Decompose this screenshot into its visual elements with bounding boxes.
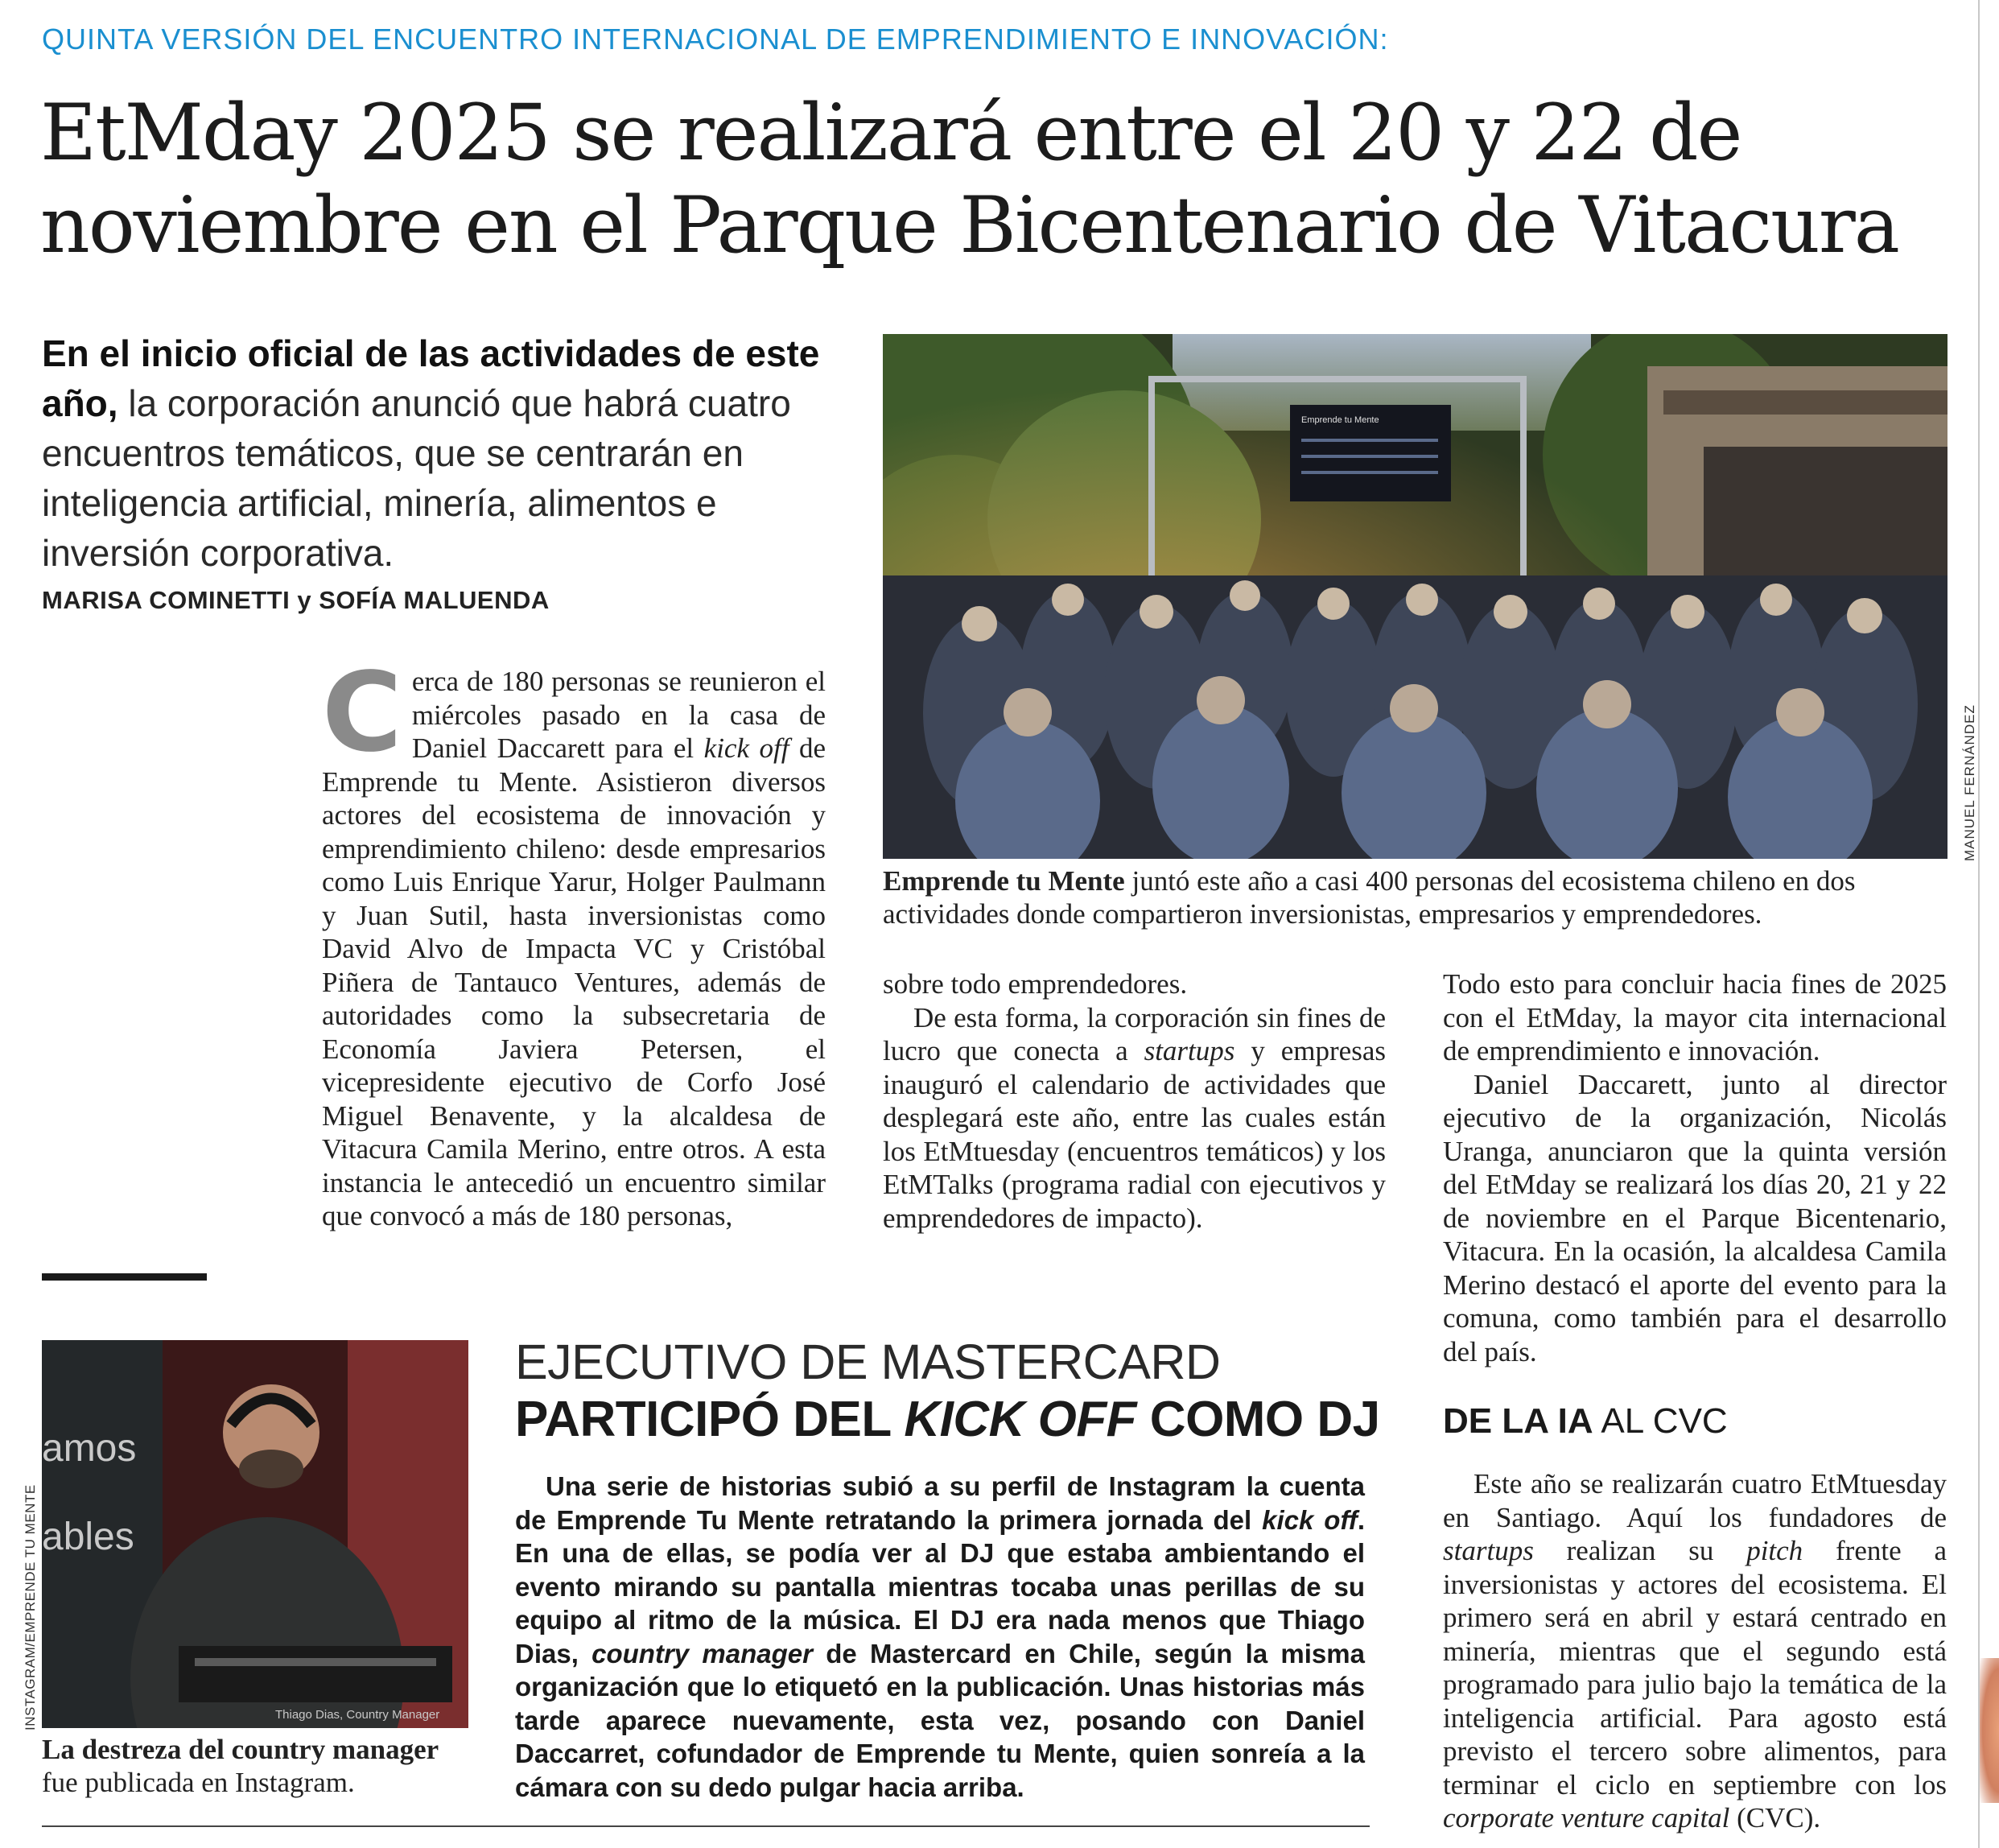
dropcap: C bbox=[322, 650, 402, 777]
photo-caption-main bbox=[883, 864, 1953, 930]
sidebar-heading-line-2: PARTICIPÓ DEL KICK OFF COMO DJ bbox=[515, 1392, 1380, 1447]
headline-line-2: noviembre en el Parque Bicentenario de Vitacura bbox=[40, 180, 1898, 270]
dj-photo bbox=[42, 1340, 468, 1728]
page-edge-line bbox=[1978, 0, 1980, 1848]
caption-main-bold: Emprende tu Mente bbox=[883, 865, 1125, 897]
dj-photo-illustration bbox=[42, 1340, 468, 1728]
body-col2-para-2: De esta forma, la corporación sin fines de lucro que conecta a startups y empresas inauguró el calendario de actividades que desplegará este año, entre las cuales están los EtMtuesday (encuentros temáticos) y los EtMTalks (programa radial con ejecutivos y emprendedores de impacto). bbox=[883, 1001, 1386, 1234]
headline-line-1: EtMday 2025 se realizará entre el 20 y 22 de bbox=[40, 88, 1741, 178]
lede-bold: En el inicio oficial de las actividades de este año, bbox=[42, 332, 820, 424]
event-photo-illustration bbox=[883, 334, 1947, 859]
headline bbox=[40, 87, 1972, 272]
body-column-3-section bbox=[1443, 1467, 1947, 1835]
byline: MARISA COMINETTI y SOFÍA MALUENDA bbox=[42, 586, 550, 614]
dj-screen-text-2: ables bbox=[42, 1516, 134, 1558]
body-col3-para-1: Todo esto para concluir hacia fines de 2025 con el EtMday, la mayor cita internacional de emprendimiento e innovación. bbox=[1443, 968, 1947, 1066]
sidebar-heading-line-1: EJECUTIVO DE MASTERCARD bbox=[515, 1334, 1221, 1389]
section-heading-rest: AL CVC bbox=[1593, 1401, 1728, 1441]
body-col1-text-b: de Emprende tu Mente. Asistieron diversos actores del ecosistema de innovación y emprendimiento chileno: desde empresarios como Luis Enrique Yarur, Holger Paulmann y Juan Sutil, hasta inversionistas como David Alvo de Impacta VC y Cristóbal Piñera de Tantauco Ventures, además de autoridades como la subsecretaria de Economía Javiera Petersen, el vicepresidente ejecutivo de Corfo José Miguel Benavente, y la alcaldesa de Vitacura Camila Merino, entre otros. A esta instancia le antecedió un encuentro similar que convocó a más de 180 personas, bbox=[322, 732, 826, 1231]
section-rule bbox=[42, 1273, 207, 1281]
body-col3-para-2: Daniel Daccarett, junto al director ejecutivo de la organización, Nicolás Uranga, anunciaron que la quinta versión del EtMday se realizará los días 20, 21 y 22 de noviembre en el Parque Bicentenario, Vitacura. En la ocasión, la alcaldesa Camila Merino destacó el aporte del evento para la comuna, como también para el desarrollo del país. bbox=[1443, 1068, 1947, 1367]
photo-caption-dj bbox=[42, 1733, 476, 1799]
dj-name-tag: Thiago Dias, Country Manager bbox=[275, 1708, 440, 1722]
page-edge-thumb bbox=[1980, 1658, 1999, 1803]
body-col3-para-3: Este año se realizarán cuatro EtMtuesday en Santiago. Aquí los fundadores de startups realizan su pitch frente a inversionistas y actores del ecosistema. El primero será en abril y estará centrado en minería, mientras que el segundo está programado para julio bajo la temática de la inteligencia artificial. Para agosto está previsto el tercero sobre alimentos, para terminar el ciclo en septiembre con los corporate venture capital (CVC). bbox=[1443, 1468, 1947, 1834]
caption-dj-rest: fue publicada en Instagram. bbox=[42, 1767, 355, 1798]
dj-screen-text-1: amos bbox=[42, 1427, 137, 1470]
caption-dj-bold: La destreza del country manager bbox=[42, 1734, 439, 1765]
photo-credit-main: MANUEL FERNÁNDEZ bbox=[1962, 704, 1977, 861]
kicker: QUINTA VERSIÓN DEL ENCUENTRO INTERNACIONAL DE EMPRENDIMIENTO E INNOVACIÓN: bbox=[42, 23, 1389, 56]
body-col1-text-a: erca de 180 personas se reunieron el miércoles pasado en la casa de Daniel Daccarett para el bbox=[411, 666, 826, 764]
section-heading-bold: DE LA IA bbox=[1443, 1401, 1593, 1441]
photo-credit-dj: INSTAGRAM/EMPRENDE TU MENTE bbox=[23, 1484, 38, 1730]
body-column-3 bbox=[1443, 967, 1947, 1368]
sidebar-text: Una serie de historias subió a su perfil de Instagram la cuenta de Emprende Tu Mente retratando la primera jornada del kick off. En una de ellas, se podía ver al DJ que estaba ambientando el evento mirando su pantalla mientras tocaba unas perillas de su equipo al ritmo de la música. El DJ era nada menos que Thiago Dias, country manager de Mastercard en Chile, según la misma organización que lo etiquetó en la publicación. Unas historias más tarde aparece nuevamente, esta vez, posando con Daniel Daccarret, cofundador de Emprende tu Mente, quien sonreía a la cámara con su dedo pulgar hacia arriba. bbox=[515, 1471, 1365, 1802]
caption-main-rest: juntó este año a casi 400 personas del ecosistema chileno en dos actividades donde compartieron inversionistas, empresarios y emprendedores. bbox=[883, 865, 1856, 930]
body-column-2 bbox=[883, 967, 1386, 1235]
sidebar-heading-em: KICK OFF bbox=[904, 1392, 1137, 1447]
lede bbox=[42, 328, 831, 578]
stage-screen-title: Emprende tu Mente bbox=[1301, 415, 1379, 425]
event-photo bbox=[883, 334, 1947, 859]
body-column-1 bbox=[322, 650, 826, 1233]
lede-rest: la corporación anunció que habrá cuatro encuentros temáticos, que se centrarán en inteligencia artificial, minería, alimentos e inversión corporativa. bbox=[42, 382, 791, 574]
body-col1-em: kick off bbox=[703, 732, 789, 764]
body-col2-para-1: sobre todo emprendedores. bbox=[883, 968, 1188, 1000]
section-heading bbox=[1443, 1400, 1926, 1442]
bottom-rule bbox=[42, 1825, 1370, 1827]
